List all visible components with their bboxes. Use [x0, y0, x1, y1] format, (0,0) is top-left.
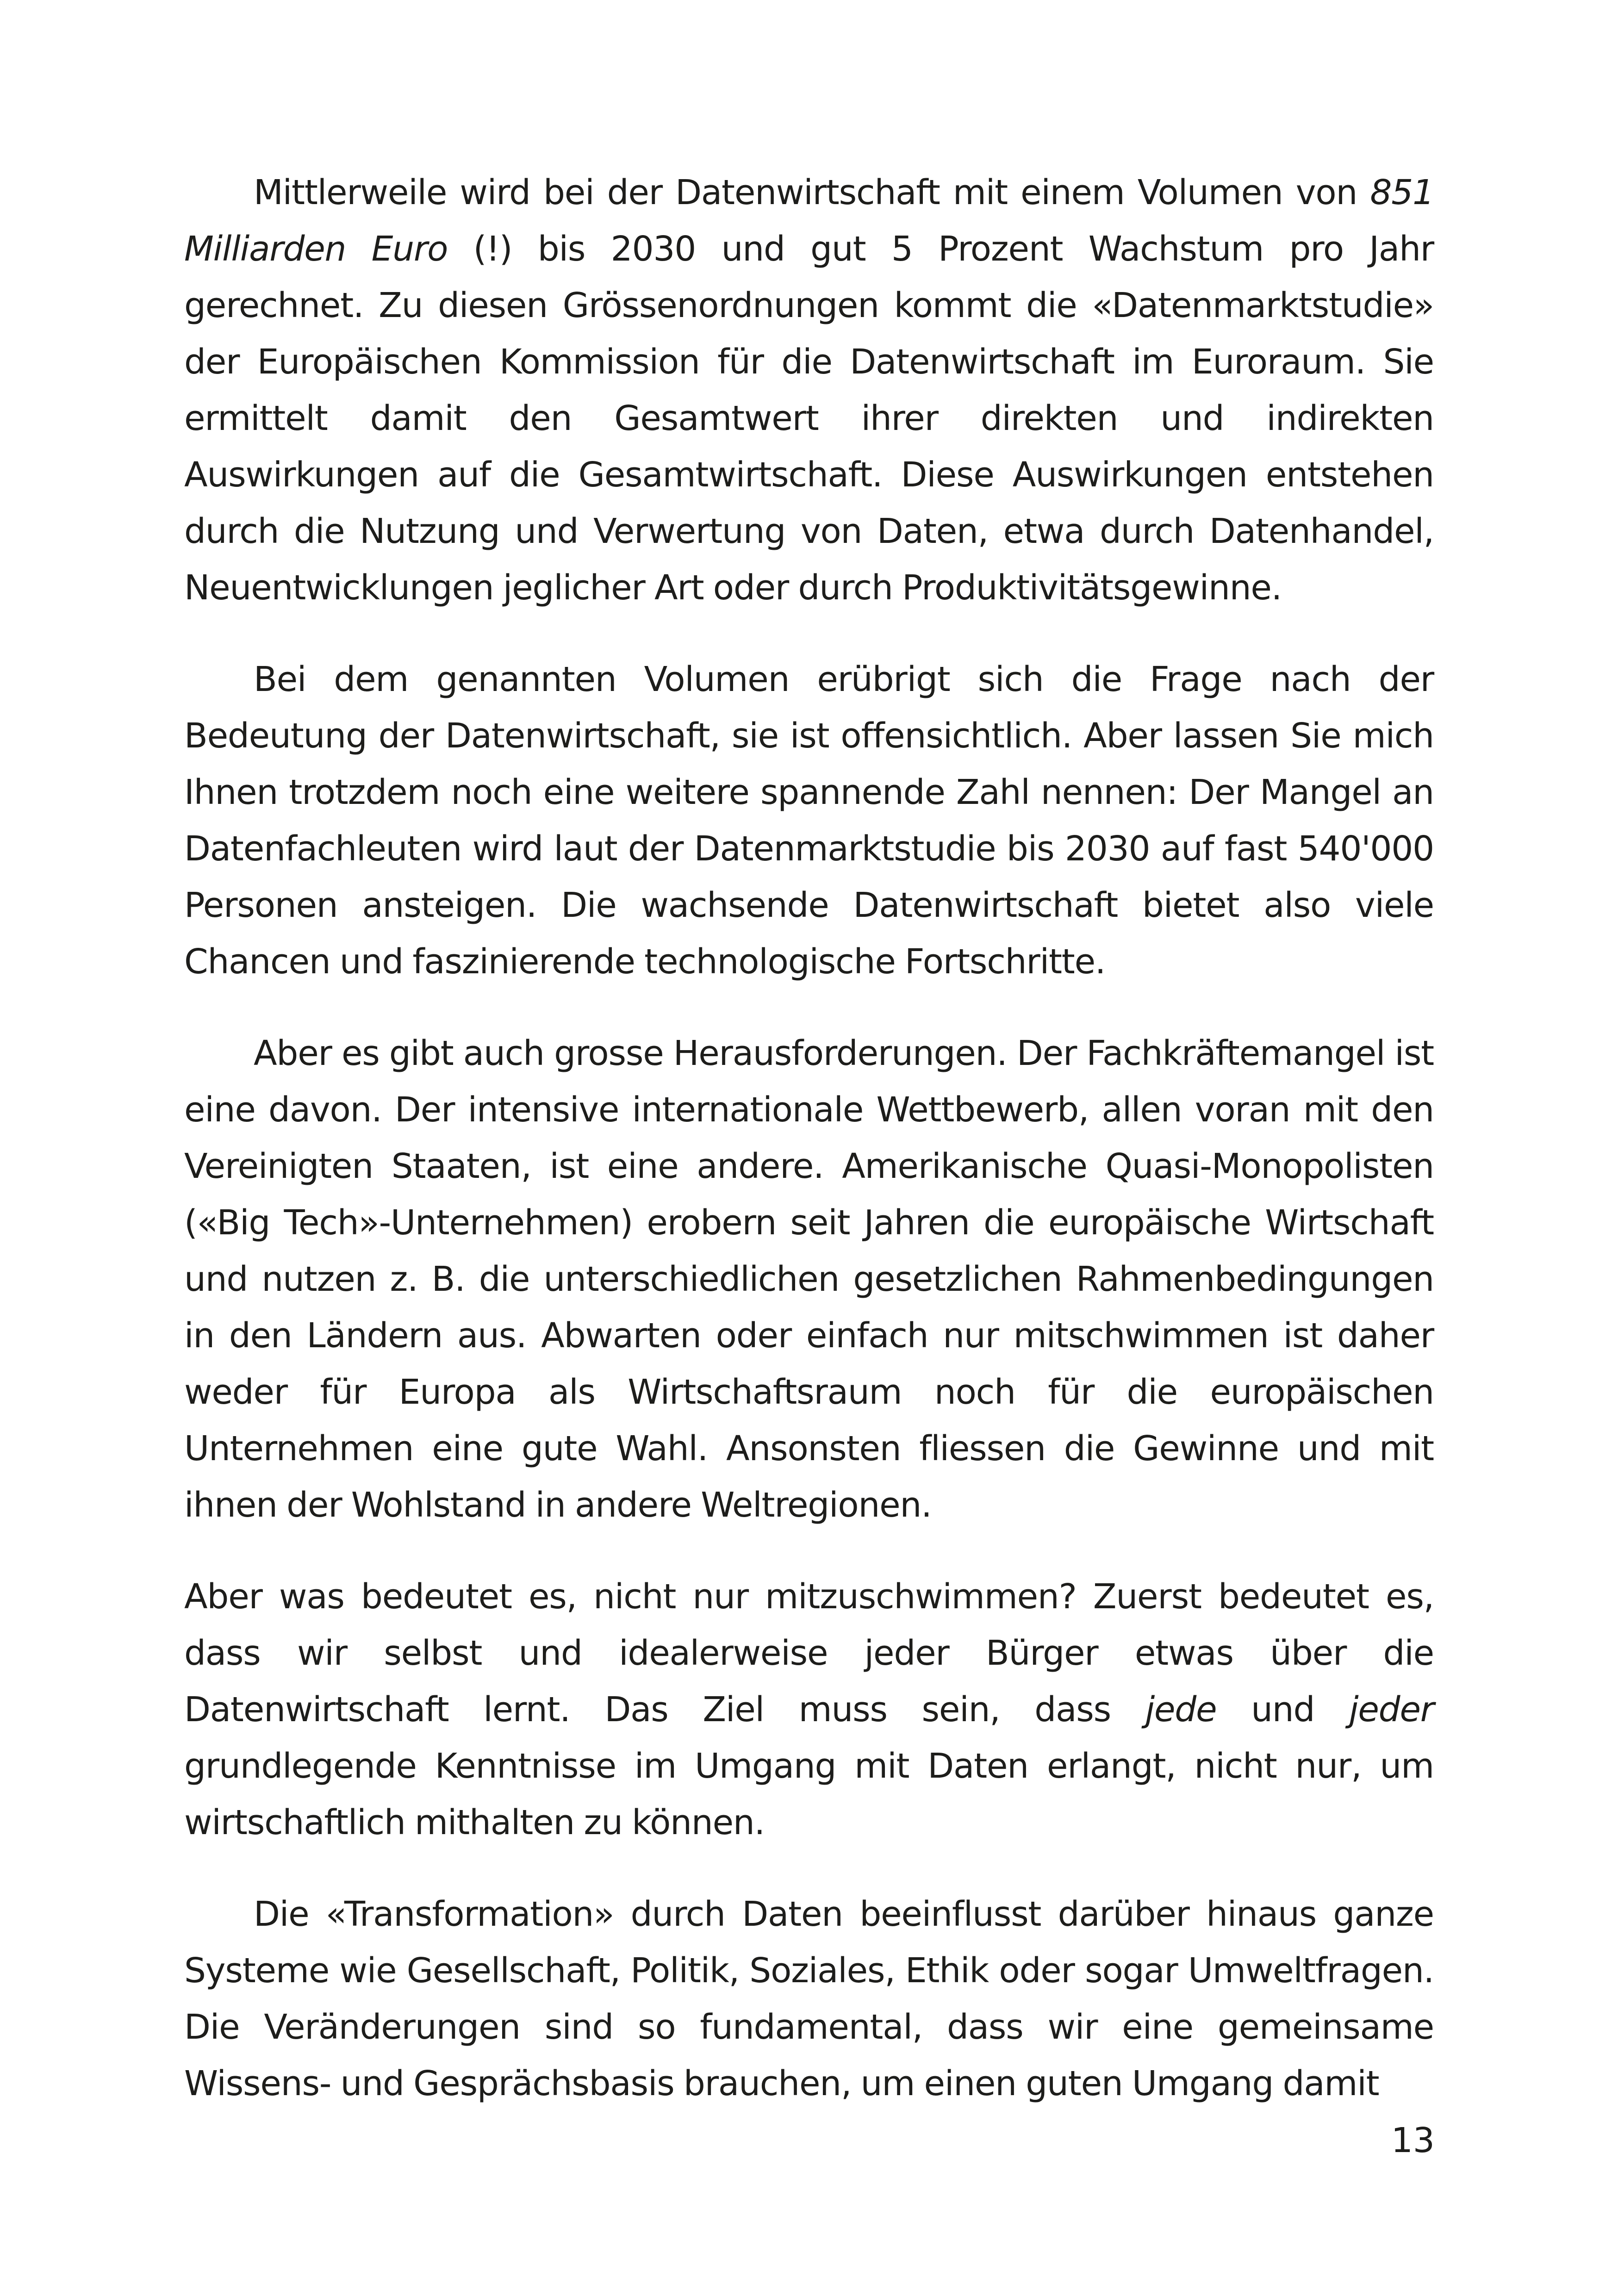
paragraph-2: Bei dem genannten Volumen erübrigt sich die Frage nach der Bedeutung der Datenwirtschaft, sie ist offensichtlich. Aber lassen Sie mich Ihnen trotzdem noch eine weitere spannende Zahl nennen: Der Mangel an Datenfachleuten wird laut der Datenmarktstudie bis 2030 auf fast 540'000 Personen ansteigen. Die wachsende Datenwirtschaft bietet also viele Chancen und faszinierende technologische Fortschritte. [184, 660, 1434, 982]
page-number: 13 [1391, 2121, 1435, 2160]
paragraph-3: Aber es gibt auch grosse Herausforderungen. Der Fachkräftemangel ist eine davon. Der intensive internationale Wettbewerb, allen voran mit den Vereinigten Staaten, ist eine andere. Amerikanische Quasi-Monopolisten («Big Tech»-Unternehmen) erobern seit Jahren die europäische Wirtschaft und nutzen z. B. die unterschiedlichen gesetzlichen Rahmenbedingungen in den Ländern aus. Abwarten oder einfach nur mitschwimmen ist daher weder für Europa als Wirtschaftsraum noch für die europäischen Unternehmen eine gute Wahl. Ansonsten fliessen die Gewinne und mit ihnen der Wohlstand in andere Weltregionen. [184, 1033, 1434, 1525]
paragraph-1-text-a: Mittlerweile wird bei der Datenwirtschaft mit einem Volumen von [254, 173, 1370, 212]
body-text [184, 164, 1434, 2112]
paragraph-1-text-b: (!) bis 2030 und gut 5 Prozent Wachstum pro Jahr gerechnet. Zu diesen Grössenordnungen kommt die «Datenmarktstudie» der Europäischen Kommission für die Datenwirtschaft im Euroraum. Sie ermittelt damit den Gesamtwert ihrer direkten und indirekten Auswirkungen auf die Gesamtwirtschaft. Diese Auswirkungen entstehen durch die Nutzung und Verwertung von Daten, etwa durch Datenhandel, Neuentwicklungen jeglicher Art oder durch Produktivitätsgewinne. [184, 229, 1434, 608]
paragraph-4-text-c: grundlegende Kenntnisse im Umgang mit Daten erlangt, nicht nur, um wirtschaftlich mithalten zu können. [184, 1746, 1434, 1842]
paragraph-4 [184, 1568, 1434, 1851]
paragraph-1-emphasis: 851 Milliarden Euro [184, 173, 1434, 269]
paragraph-4-emphasis-jeder: jeder [1349, 1690, 1434, 1730]
paragraph-5: Die «Transformation» durch Daten beeinflusst darüber hinaus ganze Systeme wie Gesellschaft, Politik, Soziales, Ethik oder sogar Umweltfragen. Die Veränderungen sind so fundamental, dass wir eine gemeinsame Wissens- und Gesprächsbasis brauchen, um einen guten Umgang damit [184, 1894, 1434, 2103]
paragraph-4-text-b: und [1216, 1690, 1349, 1730]
paragraph-4-emphasis-jede: jede [1145, 1690, 1217, 1730]
paragraph-4-text-a: Aber was bedeutet es, nicht nur mitzuschwimmen? Zuerst bedeutet es, dass wir selbst und idealerweise jeder Bürger etwas über die Datenwirtschaft lernt. Das Ziel muss sein, dass [184, 1577, 1434, 1730]
paragraph-1 [184, 164, 1434, 616]
